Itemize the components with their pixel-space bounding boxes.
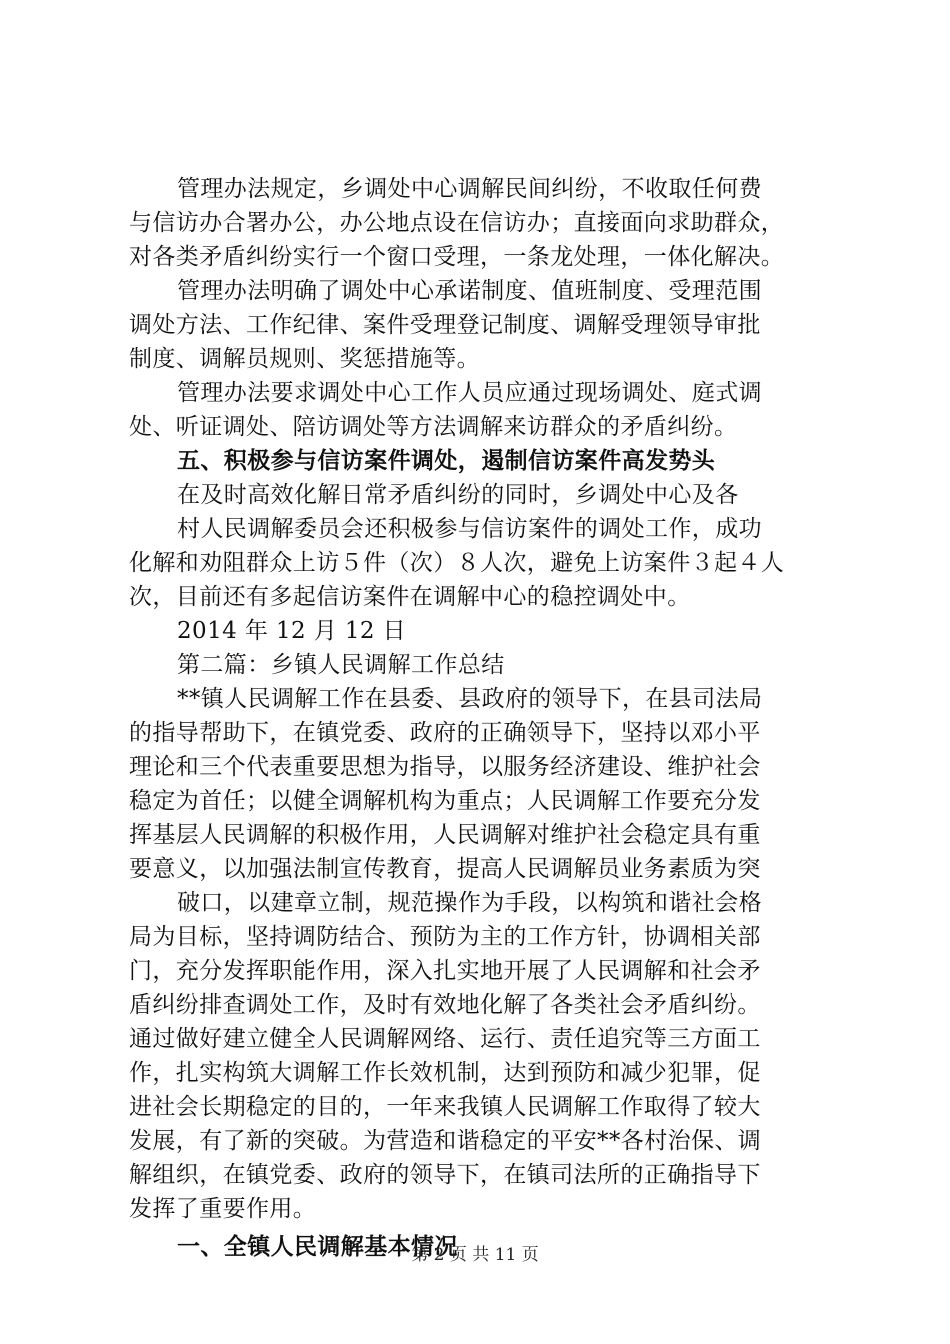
paragraph-line: 管理办法规定，乡调处中心调解民间纠纷，不收取任何费: [177, 176, 762, 202]
paragraph-line: 对各类矛盾纠纷实行一个窗口受理，一条龙处理，一体化解决。: [129, 244, 785, 270]
paragraph-line: 制度、调解员规则、奖惩措施等。: [129, 346, 480, 372]
paragraph-line: 门，充分发挥职能作用，深入扎实地开展了人民调解和社会矛: [129, 958, 761, 984]
paragraph-line: 破口，以建章立制，规范操作为手段，以构筑和谐社会格: [177, 890, 762, 916]
chapter-title: 第二篇：乡镇人民调解工作总结: [177, 652, 505, 678]
paragraph-line: 管理办法要求调处中心工作人员应通过现场调处、庭式调: [177, 380, 762, 406]
page-number-footer: 第 2 页 共 11 页: [411, 1245, 539, 1265]
paragraph-line: 发展，有了新的突破。为营造和谐稳定的平安**各村治保、调: [129, 1128, 762, 1154]
paragraph-line: 调处方法、工作纪律、案件受理登记制度、调解受理领导审批: [129, 312, 761, 338]
paragraph-line: **镇人民调解工作在县委、县政府的领导下，在县司法局: [177, 686, 763, 712]
paragraph-line: 进社会长期稳定的目的，一年来我镇人民调解工作取得了较大: [129, 1094, 761, 1120]
section-heading: 五、积极参与信访案件调处，遏制信访案件高发势头: [177, 448, 716, 474]
paragraph-line: 作，扎实构筑大调解工作长效机制，达到预防和减少犯罪，促: [129, 1060, 761, 1086]
paragraph-line: 挥基层人民调解的积极作用，人民调解对维护社会稳定具有重: [129, 822, 761, 848]
paragraph-line: 局为目标，坚持调防结合、预防为主的工作方针，协调相关部: [129, 924, 761, 950]
paragraph-line: 理论和三个代表重要思想为指导，以服务经济建设、维护社会: [129, 754, 761, 780]
paragraph-line: 村人民调解委员会还积极参与信访案件的调处工作，成功: [177, 516, 762, 542]
paragraph-line: 解组织，在镇党委、政府的领导下，在镇司法所的正确指导下: [129, 1162, 761, 1188]
paragraph-line: 与信访办合署办公，办公地点设在信访办；直接面向求助群众，: [129, 210, 785, 236]
paragraph-line: 在及时高效化解日常矛盾纠纷的同时，乡调处中心及各: [177, 482, 739, 508]
paragraph-line: 盾纠纷排查调处工作，及时有效地化解了各类社会矛盾纠纷。: [129, 992, 761, 1018]
paragraph-line: 管理办法明确了调处中心承诺制度、值班制度、受理范围: [177, 278, 762, 304]
paragraph-line: 处、听证调处、陪访调处等方法调解来访群众的矛盾纠纷。: [129, 414, 738, 440]
paragraph-line: 要意义，以加强法制宣传教育，提高人民调解员业务素质为突: [129, 856, 761, 882]
paragraph-line: 次，目前还有多起信访案件在调解中心的稳控调处中。: [129, 584, 691, 610]
paragraph-line: 的指导帮助下，在镇党委、政府的正确领导下，坚持以邓小平: [129, 720, 761, 746]
section-heading: 一、全镇人民调解基本情况: [177, 1234, 458, 1260]
paragraph-line: 通过做好建立健全人民调解网络、运行、责任追究等三方面工: [129, 1026, 761, 1052]
paragraph-line: 发挥了重要作用。: [129, 1196, 317, 1222]
paragraph-line: 化解和劝阻群众上访５件（次）８人次，避免上访案件３起４人: [129, 550, 785, 576]
date-line: 2014 年 12 月 12 日: [177, 618, 407, 644]
document-body: [129, 172, 829, 1264]
paragraph-line: 稳定为首任；以健全调解机构为重点；人民调解工作要充分发: [129, 788, 761, 814]
